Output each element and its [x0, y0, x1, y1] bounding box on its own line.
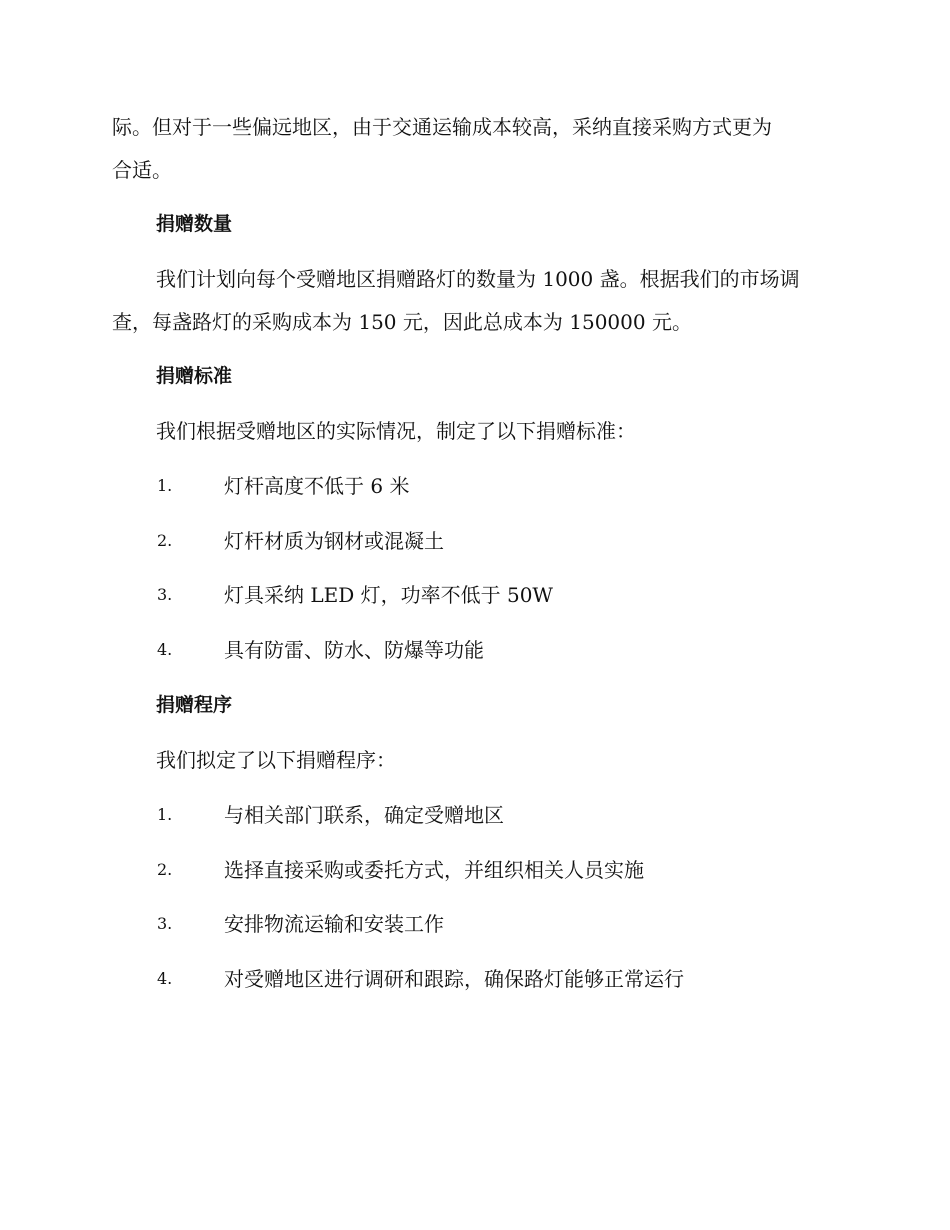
paragraph-line: 我们计划向每个受赠地区捐赠路灯的数量为 1000 盏。根据我们的市场调 — [156, 267, 800, 291]
list-number: 3. — [157, 585, 173, 604]
list-item-text: 灯具采纳 LED 灯，功率不低于 50W — [224, 583, 553, 607]
list-item-text: 具有防雷、防水、防爆等功能 — [224, 638, 484, 662]
section-heading-quantity: 捐赠数量 — [156, 213, 233, 235]
list-number: 1. — [157, 805, 173, 824]
list-item-text: 灯杆高度不低于 6 米 — [224, 474, 410, 498]
paragraph-line: 际。但对于一些偏远地区，由于交通运输成本较高，采纳直接采购方式更为 — [112, 115, 772, 139]
list-item-text: 对受赠地区进行调研和跟踪，确保路灯能够正常运行 — [224, 967, 684, 991]
list-number: 4. — [157, 969, 173, 988]
list-number: 4. — [157, 640, 173, 659]
paragraph-line: 合适。 — [112, 158, 172, 182]
paragraph-line: 查，每盏路灯的采购成本为 150 元，因此总成本为 150000 元。 — [112, 310, 692, 334]
list-item-text: 安排物流运输和安装工作 — [224, 912, 444, 936]
section-heading-standards: 捐赠标准 — [156, 365, 233, 387]
section-heading-procedure: 捐赠程序 — [156, 694, 233, 716]
list-number: 3. — [157, 914, 173, 933]
list-number: 2. — [157, 860, 173, 879]
list-item-text: 与相关部门联系，确定受赠地区 — [224, 803, 504, 827]
list-number: 2. — [157, 531, 173, 550]
list-item-text: 灯杆材质为钢材或混凝土 — [224, 529, 444, 553]
list-item-text: 选择直接采购或委托方式，并组织相关人员实施 — [224, 858, 644, 882]
list-number: 1. — [157, 476, 173, 495]
paragraph-line: 我们拟定了以下捐赠程序： — [156, 748, 396, 772]
paragraph-line: 我们根据受赠地区的实际情况，制定了以下捐赠标准： — [156, 419, 636, 443]
